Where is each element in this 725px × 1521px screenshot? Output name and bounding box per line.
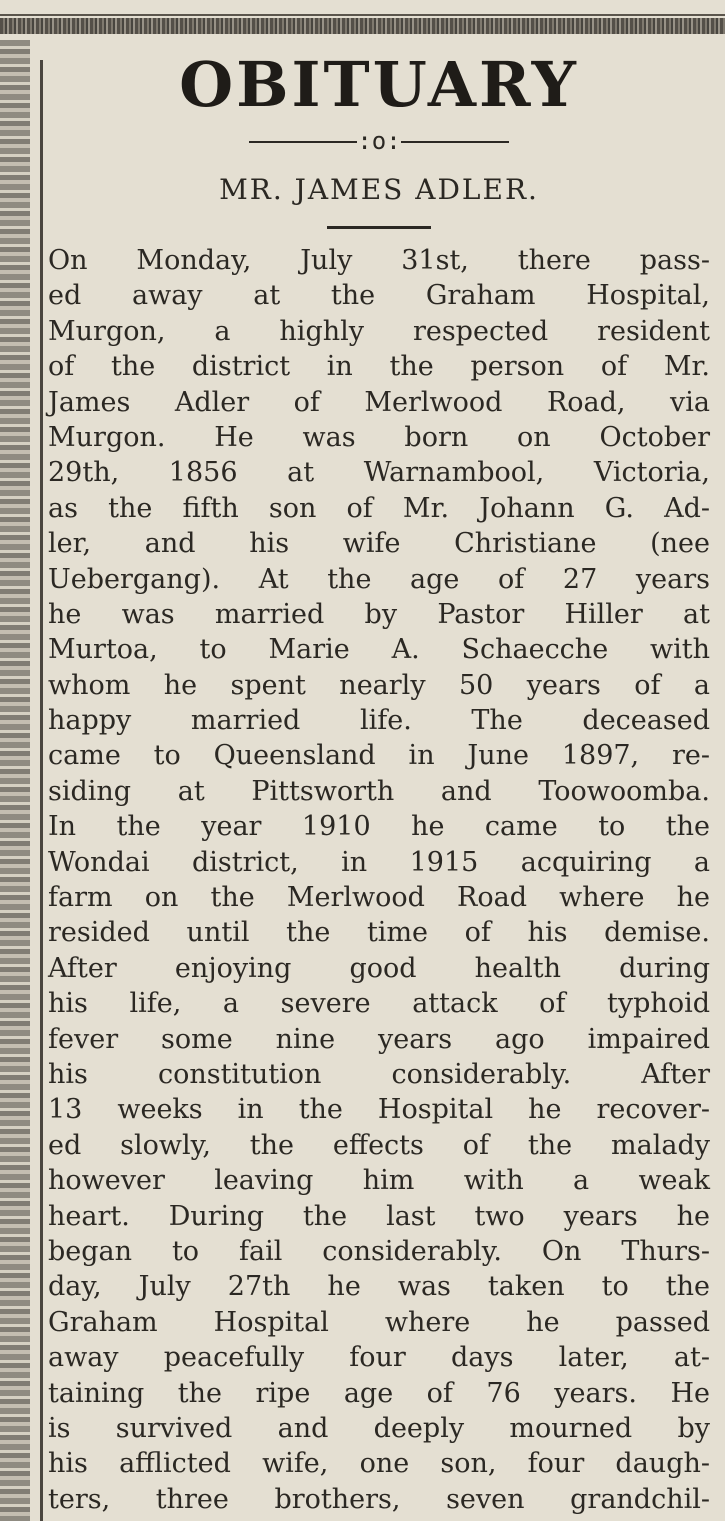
body-line: as the fifth son of Mr. Johann G. Ad- [48,492,710,524]
body-line: however leaving him with a weak [48,1165,710,1197]
body-line: 29th, 1856 at Warnambool, Victoria, [48,457,710,489]
short-rule [327,226,431,229]
body-line: Graham Hospital where he passed [48,1306,710,1338]
body-line: came to Queensland in June 1897, re- [48,740,710,772]
adjacent-column-fragment [0,40,30,1521]
divider-mark: :o: [357,127,401,155]
top-border-line [0,14,725,16]
body-line: farm on the Merlwood Road where he [48,882,710,914]
body-line: his constitution considerably. After [48,1058,710,1090]
body-line: he was married by Pastor Hiller at [48,598,710,630]
headline: OBITUARY [179,48,579,121]
body-line: ler, and his wife Christiane (nee [48,528,710,560]
body-line: Wondai district, in 1915 acquiring a [48,846,710,878]
body-line: happy married life. The deceased [48,705,710,737]
article-body [48,243,710,1517]
divider-line-left [249,141,357,143]
body-line: In the year 1910 he came to the [48,811,710,843]
body-line: his afflicted wife, one son, four daugh- [48,1448,710,1480]
body-line: Murtoa, to Marie A. Schaecche with [48,634,710,666]
body-line: Uebergang). At the age of 27 years [48,563,710,595]
body-line: whom he spent nearly 50 years of a [48,669,710,701]
body-line: fever some nine years ago impaired [48,1023,710,1055]
body-line: ed away at the Graham Hospital, [48,280,710,312]
body-line: taining the ripe age of 76 years. He [48,1377,710,1409]
body-line: resided until the time of his demise. [48,917,710,949]
body-line: his life, a severe attack of typhoid [48,988,710,1020]
ornamental-divider [48,126,710,156]
body-line: heart. During the last two years he [48,1200,710,1232]
body-line: ed slowly, the effects of the malady [48,1129,710,1161]
obituary-article [48,48,710,1517]
body-line: day, July 27th he was taken to the [48,1271,710,1303]
body-line: Murgon. He was born on October [48,421,710,453]
body-line: After enjoying good health during [48,952,710,984]
body-line: away peacefully four days later, at- [48,1342,710,1374]
body-line: is survived and deeply mourned by [48,1412,710,1444]
divider-line-right [401,141,509,143]
body-line: Murgon, a highly respected resident [48,315,710,347]
body-line: On Monday, July 31st, there pass- [48,245,710,276]
body-line: James Adler of Merlwood Road, via [48,386,710,418]
column-rule [40,60,43,1521]
body-line: 13 weeks in the Hospital he recover- [48,1094,710,1126]
top-border-pattern [0,18,725,34]
body-line: of the district in the person of Mr. [48,351,710,383]
body-line: ters, three brothers, seven grandchil- [48,1483,710,1515]
subject-name: MR. JAMES ADLER. [219,173,539,206]
body-line: siding at Pittsworth and Toowoomba. [48,775,710,807]
body-line: began to fail considerably. On Thurs- [48,1235,710,1267]
